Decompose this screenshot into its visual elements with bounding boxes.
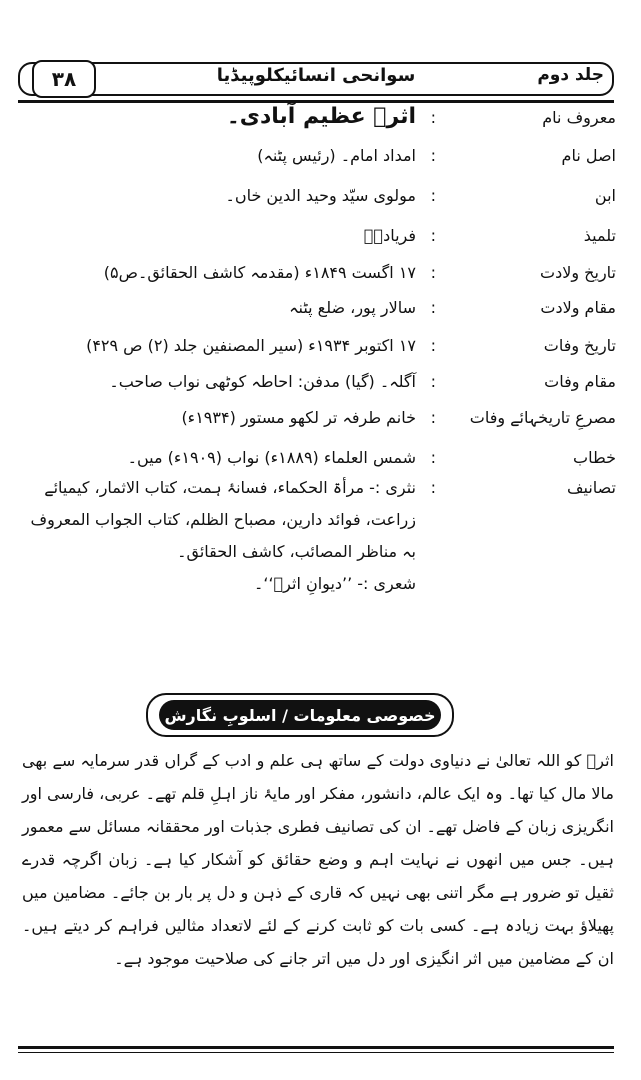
entry-value: ۱۷ اکتوبر ۱۹۳۴ء (سیر المصنفین جلد (۲) ص ۴۲۹) [86, 336, 416, 355]
entry-value: مولوی سیّد وحید الدین خاں۔ [225, 186, 416, 205]
works-line: بہ مناظر المصائب، کاشف الحقائق۔ [177, 542, 416, 561]
works-line: شعری :- ’’دیوانِ اثرؔ‘‘۔ [254, 574, 416, 593]
entry-label: مصرعِ تاریخہائے وفات [469, 408, 616, 427]
footer-rule-thin [18, 1052, 614, 1053]
entry-value: شمس العلماء (۱۸۸۹ء) نواب (۱۹۰۹ء) میں۔ [127, 448, 416, 467]
page-header [18, 62, 614, 96]
volume-label: جلد دوم [537, 65, 604, 85]
entry-value: سالار پور، ضلع پٹنہ [289, 298, 416, 317]
entry-label: تلمیذ [583, 226, 616, 245]
entry-label: اصل نام [561, 146, 616, 165]
section-heading: خصوصی معلومات / اسلوبِ نگارش [159, 700, 441, 730]
entry-label: مقام وفات [544, 372, 616, 391]
entry-value: فریادؔ۔ [363, 226, 416, 245]
entry-label: خطاب [573, 448, 616, 467]
header-rule [18, 100, 614, 103]
entry-label: ابن [594, 186, 616, 205]
works-line: زراعت، فوائد دارین، مصباح الظلم، کتاب الجواب المعروف [30, 510, 416, 529]
entry-value [6, 472, 416, 600]
footer-rule [18, 1046, 614, 1049]
entry-value: آگلہ۔ (گیا) مدفن: احاطہ کوٹھی نواب صاحب۔ [109, 372, 416, 391]
entry-label: معروف نام [542, 108, 616, 127]
works-line: نثری :- مرأۃ الحکماء، فسانۂ ہمت، کتاب الاثمار، کیمیائے [44, 478, 416, 497]
page-number: ۳۸ [32, 60, 96, 98]
entry-value: امداد امام۔ (رئیس پٹنہ) [257, 146, 416, 165]
entry-value: اثرؔ عظیم آبادی۔ [226, 104, 416, 129]
entry-value: ۱۷ اگست ۱۸۴۹ء (مقدمہ کاشف الحقائق۔ص۵) [103, 263, 416, 282]
entry-label: تصانیف [566, 478, 616, 497]
entry-value: خانم طرفہ تر لکھو مستور (۱۹۳۴ء) [181, 408, 416, 427]
section-heading-frame [146, 693, 454, 737]
document-page: جلد دوم سوانحی انسائیکلوپیڈیا ۳۸ معروف نام : اثرؔ عظیم آبادی۔ اصل نام : امداد امام۔ (رئیس پٹنہ) ابن : مولوی سیّد وحید الدین خاں۔ تلمیذ : فریادؔ۔ تاریخ ولادت : ۱۷ اگست ۱۸۴۹ء (مقدمہ کاشف الحقائق۔ص۵) مقام ولادت : سالار پور، ضلع پٹنہ تاریخ وفات : ۱۷ اکتوبر ۱۹۳۴ء (سیر المصنفین جلد (۲) ص ۴۲۹) مقام وفات : آگلہ۔ (گیا) مدفن: احاطہ کوٹھی نواب صاحب۔ مصرعِ تاریخہائے وفات : خانم طرفہ تر لکھو مستور (۱۹۳۴ء) خطاب : شمس العلماء (۱۸۸۹ء) نواب (۱۹۰۹ء) میں۔ تصانیف : نثری :- مرأۃ الحکماء، فسانۂ ہمت، کتاب الاثمار، کیمیائے زراعت، فوائد دارین، مصباح الظلم، کتاب الجواب المعروف بہ مناظر المصائب، کاشف الحقائق۔ شعری :- ’’دیوانِ اثرؔ‘‘۔ خصوصی معلومات / اسلوبِ نگارش اثرؔ کو اللہ تعالیٰ نے دنیاوی دولت کے ساتھ ہی علم و ادب کے گراں قدر سرمایہ سے بھی مالا مال کیا تھا۔ وہ ایک عالم، دانشور، مفکر اور مایۂ ناز اہلِ قلم تھے۔ عربی، فارسی اور انگریزی زبان کے فاضل تھے۔ ان کی تصانیف فطری جذبات اور محققانہ مسائل سے معمور ہیں۔ جس میں انھوں نے نہایت اہم و وضع حقائق کو آشکار کیا ہے۔ زبان اگرچہ قدرے ثقیل تو ضرور ہے مگر اتنی بھی نہیں کہ قاری کے ذہن و دل پر بار بن جائے۔ مضامین میں پھیلاؤ بہت زیادہ ہے۔ کسی بات کو ثابت کرنے کے لئے لاتعداد مثالیں فراہم کر دیتے ہیں۔ ان کے مضامین میں اثر انگیزی اور دل میں اتر جانے کی صلاحیت موجود ہے۔ [0, 0, 641, 1080]
entry-label: تاریخ وفات [543, 336, 616, 355]
entry-label: مقام ولادت [540, 298, 616, 317]
book-title: سوانحی انسائیکلوپیڈیا [216, 65, 416, 86]
entry-label: تاریخ ولادت [540, 263, 616, 282]
style-paragraph: اثرؔ کو اللہ تعالیٰ نے دنیاوی دولت کے ساتھ ہی علم و ادب کے گراں قدر سرمایہ سے بھی مالا مال کیا تھا۔ وہ ایک عالم، دانشور، مفکر اور مایۂ ناز اہلِ قلم تھے۔ عربی، فارسی اور انگریزی زبان کے فاضل تھے۔ ان کی تصانیف فطری جذبات اور محققانہ مسائل سے معمور ہیں۔ جس میں انھوں نے نہایت اہم و وضع حقائق کو آشکار کیا ہے۔ زبان اگرچہ قدرے ثقیل تو ضرور ہے مگر اتنی بھی نہیں کہ قاری کے ذہن و دل پر بار بن جائے۔ مضامین میں پھیلاؤ بہت زیادہ ہے۔ کسی بات کو ثابت کرنے کے لئے لاتعداد مثالیں فراہم کر دیتے ہیں۔ ان کے مضامین میں اثر انگیزی اور دل میں اتر جانے کی صلاحیت موجود ہے۔ [22, 751, 614, 968]
